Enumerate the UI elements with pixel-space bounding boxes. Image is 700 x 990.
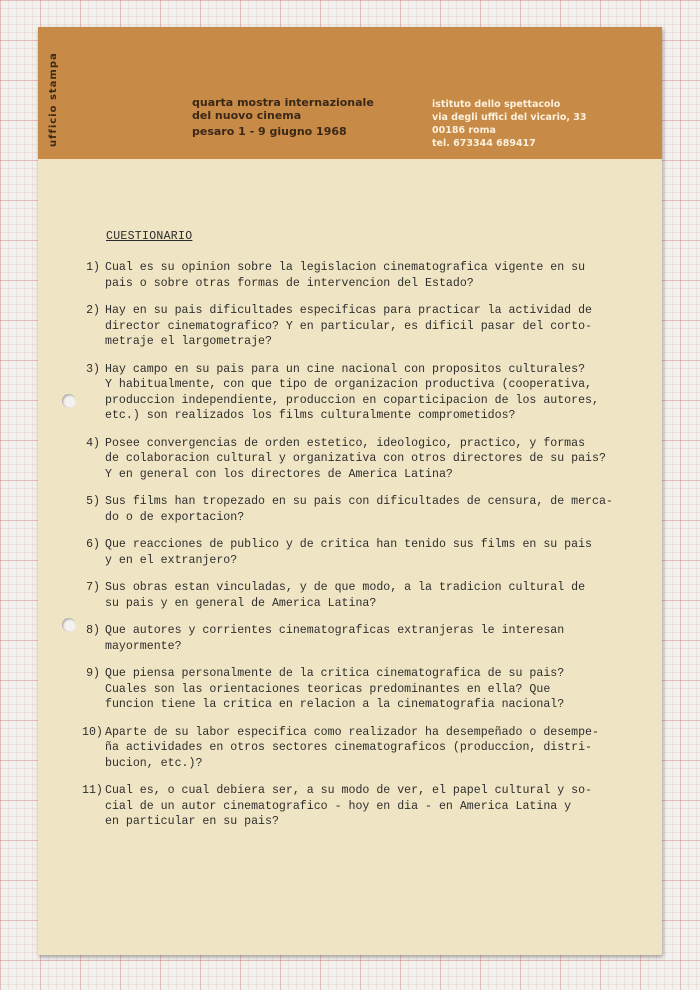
question-text: Cual es su opinion sobre la legislacion cinematografica vigente en su pais o sobre otras formas de intervencion del Estado?	[105, 261, 586, 290]
question-item	[82, 494, 642, 525]
question-item	[82, 537, 642, 568]
festival-dates: pesaro 1 - 9 giugno 1968	[192, 125, 347, 138]
festival-line-2: del nuovo cinema	[192, 109, 302, 122]
question-item	[82, 580, 642, 611]
question-text: Que reacciones de publico y de critica han tenido sus films en su pais y en el extranjero?	[105, 538, 593, 567]
document-sheet	[38, 27, 662, 955]
punch-hole	[62, 618, 76, 632]
question-number: 6)	[86, 538, 100, 551]
question-number: 3)	[86, 362, 100, 376]
institute-name: istituto dello spettacolo	[432, 99, 561, 110]
question-text: Que autores y corrientes cinematograficas extranjeras le interesan mayormente?	[105, 624, 565, 653]
question-text: Que piensa personalmente de la critica cinematografica de su pais? Cuales son las orientaciones teoricas predominantes en ella? Que funcion tiene la critica en relacion a la cinematografia nacional?	[105, 667, 565, 711]
question-number: 2)	[86, 304, 100, 317]
festival-name	[192, 96, 374, 138]
punch-hole	[62, 394, 76, 408]
question-number: 9)	[86, 667, 100, 680]
question-number: 4)	[86, 436, 100, 450]
question-text: Sus obras estan vinculadas, y de que modo, a la tradicion cultural de su pais y en general de America Latina?	[105, 581, 586, 610]
question-item	[82, 260, 642, 291]
institute-street: via degli uffici del vicario, 33	[432, 112, 587, 123]
question-text: Cual es, o cual debiera ser, a su modo de ver, el papel cultural y so- cial de un autor cinematografico - hoy en dia - en America Latina y en particular en su pais?	[105, 784, 593, 828]
institute-phone: tel. 673344 689417	[432, 138, 536, 149]
question-item	[82, 362, 642, 424]
institute-address	[432, 98, 587, 150]
question-number: 1)	[86, 261, 100, 274]
question-number: 5)	[86, 495, 100, 508]
question-text: Posee convergencias de orden estetico, ideologico, practico, y formas de colaboracion cultural y organizativa con otros directores de su pais? Y en general con los directores de America Latina?	[105, 436, 606, 481]
question-text: Aparte de su labor especifica como realizador ha desempeñado o desempe- ña actividades en otros sectores cinematograficos (produccion, distri- bucion, etc.)?	[105, 725, 599, 770]
question-number: 10)	[82, 725, 103, 739]
question-text: Hay campo en su pais para un cine nacional con propositos culturales? Y habitualmente, con que tipo de organizacion productiva (cooperativa, produccion independiente, produccion en coparticipacion de los autores, etc.) son realizados los films culturalmente comprometidos?	[105, 362, 599, 422]
question-item	[82, 436, 642, 483]
institute-city: 00186 roma	[432, 125, 496, 136]
question-item	[82, 783, 642, 830]
festival-line-1: quarta mostra internazionale	[192, 96, 374, 109]
question-item	[82, 623, 642, 654]
question-list	[82, 260, 642, 842]
question-item	[82, 666, 642, 713]
question-number: 8)	[86, 624, 100, 637]
question-text: Hay en su pais dificultades especificas para practicar la actividad de director cinematografico? Y en particular, es dificil pasar del corto- metraje el largometraje?	[105, 304, 593, 348]
questionnaire-title: CUESTIONARIO	[106, 230, 193, 243]
question-item	[82, 725, 642, 772]
question-number: 11)	[82, 784, 103, 797]
question-item	[82, 303, 642, 350]
letterhead-band	[38, 27, 662, 159]
question-number: 7)	[86, 581, 100, 594]
press-office-label: ufficio stampa	[48, 52, 59, 147]
question-text: Sus films han tropezado en su pais con dificultades de censura, de merca- do o de exportacion?	[105, 495, 613, 524]
